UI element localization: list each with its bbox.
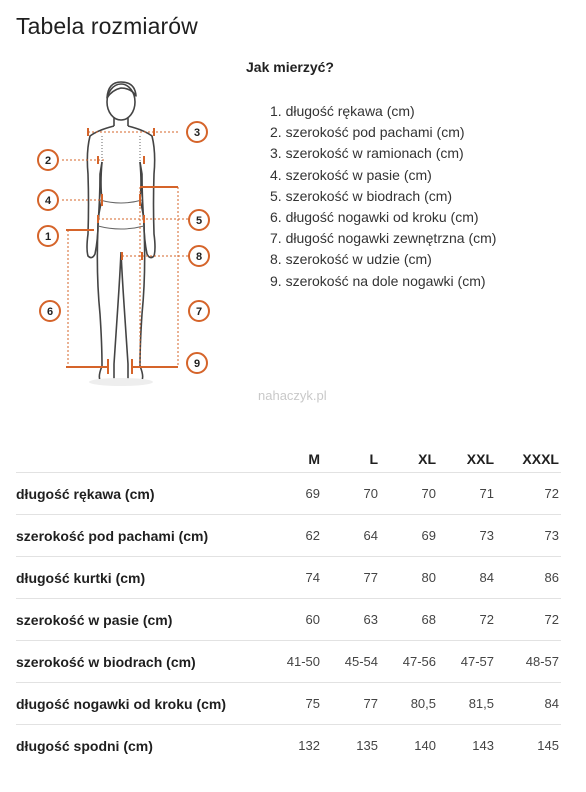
table-cell: 140	[414, 738, 436, 753]
table-header-row	[16, 446, 561, 473]
table-cell: 70	[322, 473, 380, 515]
table-cell: 86	[496, 557, 561, 599]
table-cell: 73	[496, 515, 561, 557]
watermark: nahaczyk.pl	[258, 388, 327, 403]
table-row	[16, 599, 561, 641]
marker-5	[189, 210, 209, 230]
row-label: długość rękawa (cm)	[16, 473, 264, 515]
table-cell: 80	[380, 557, 438, 599]
table-cell: 80,5	[380, 683, 438, 725]
table-row	[16, 725, 561, 767]
howto-item: 4. szerokość w pasie (cm)	[270, 166, 432, 183]
table-cell: 62	[264, 515, 322, 557]
table-cell: 72	[438, 599, 496, 641]
howto-item: 1. długość rękawa (cm)	[270, 103, 415, 119]
table-cell: 132	[298, 738, 320, 753]
column-header: XXL	[438, 446, 496, 473]
table-cell: 63	[322, 599, 380, 641]
table-cell: 60	[264, 599, 322, 641]
row-label: długość nogawki od kroku (cm)	[16, 683, 264, 725]
marker-8	[189, 246, 209, 266]
table-cell: 81,5	[438, 683, 496, 725]
marker-4	[38, 190, 58, 210]
table-row	[16, 641, 561, 683]
svg-text:7: 7	[195, 306, 203, 318]
svg-text:6: 6	[46, 306, 54, 318]
column-header: XL	[380, 446, 438, 473]
marker-3	[187, 122, 207, 142]
table-cell: 74	[264, 557, 322, 599]
row-label: długość kurtki (cm)	[16, 557, 264, 599]
table-cell: 69	[380, 515, 438, 557]
table-cell: 84	[438, 557, 496, 599]
svg-text:5: 5	[195, 215, 203, 227]
size-table	[16, 446, 561, 766]
howto-item: 5. szerokość w biodrach (cm)	[270, 187, 453, 204]
table-cell: 41-50	[264, 641, 322, 683]
measurement-figure	[28, 74, 228, 400]
row-label: szerokość pod pachami (cm)	[16, 515, 264, 557]
howto-item: 2. szerokość pod pachami (cm)	[270, 124, 465, 141]
marker-2	[38, 150, 58, 170]
table-row	[16, 473, 561, 515]
howto-item: 9. szerokość na dole nogawki (cm)	[270, 272, 486, 289]
howto-item: 3. szerokość w ramionach (cm)	[270, 145, 464, 162]
svg-text:9: 9	[193, 358, 201, 370]
table-cell: 77	[322, 557, 380, 599]
table-cell: 64	[322, 515, 380, 557]
table-cell: 72	[496, 473, 561, 515]
table-cell: 45-54	[322, 641, 380, 683]
table-cell: 77	[322, 683, 380, 725]
howto-title: Jak mierzyć?	[246, 59, 334, 75]
svg-text:8: 8	[195, 251, 203, 263]
table-cell: 72	[496, 599, 561, 641]
column-header: XXXL	[496, 446, 561, 473]
howto-item: 7. długość nogawki zewnętrzna (cm)	[270, 230, 497, 247]
table-cell: 47-56	[380, 641, 438, 683]
table-cell: 84	[496, 683, 561, 725]
table-cell: 71	[438, 473, 496, 515]
body-silhouette	[87, 82, 155, 386]
table-cell: 48-57	[496, 641, 561, 683]
table-cell: 70	[380, 473, 438, 515]
table-row	[16, 557, 561, 599]
howto-item: 6. długość nogawki od kroku (cm)	[270, 209, 479, 226]
marker-1	[38, 226, 58, 246]
svg-text:1: 1	[44, 231, 52, 243]
svg-text:4: 4	[44, 195, 52, 207]
column-header: M	[264, 446, 322, 473]
header-blank	[16, 446, 264, 473]
page-title: Tabela rozmiarów	[16, 13, 198, 39]
row-label: długość spodni (cm)	[16, 737, 153, 754]
column-header: L	[322, 446, 380, 473]
marker-6	[40, 301, 60, 321]
svg-text:3: 3	[193, 127, 201, 139]
table-cell: 73	[438, 515, 496, 557]
table-cell: 47-57	[438, 641, 496, 683]
measurement-lines	[62, 128, 188, 374]
table-cell: 145	[537, 738, 559, 753]
marker-9	[187, 353, 207, 373]
row-label: szerokość w biodrach (cm)	[16, 641, 264, 683]
table-cell: 69	[264, 473, 322, 515]
table-row	[16, 683, 561, 725]
howto-list	[270, 101, 496, 292]
table-cell: 135	[356, 738, 378, 753]
marker-7	[189, 301, 209, 321]
table-cell: 68	[380, 599, 438, 641]
row-label: szerokość w pasie (cm)	[16, 599, 264, 641]
table-row	[16, 515, 561, 557]
table-cell: 143	[472, 738, 494, 753]
table-cell: 75	[264, 683, 322, 725]
howto-item: 8. szerokość w udzie (cm)	[270, 251, 432, 268]
svg-text:2: 2	[44, 155, 52, 167]
